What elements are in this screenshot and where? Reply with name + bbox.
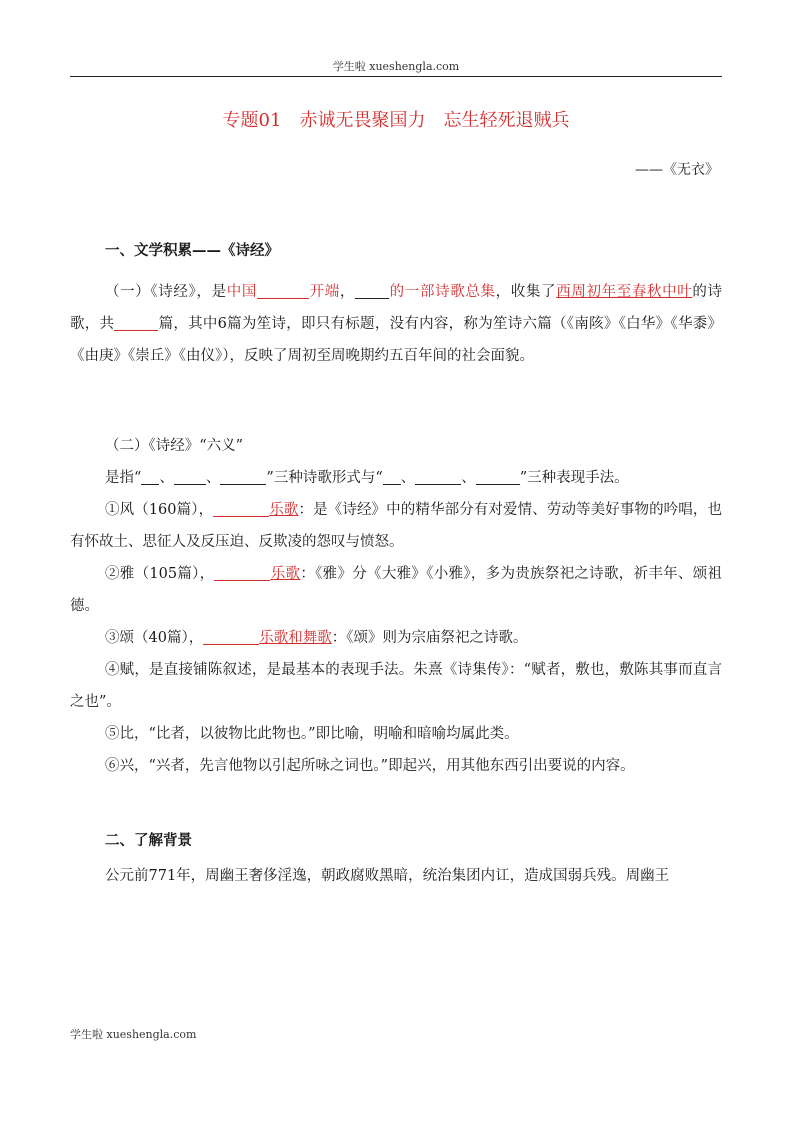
- paragraph-ya: [70, 558, 722, 622]
- text-run: 、: [400, 470, 416, 486]
- text-run: ，: [339, 284, 356, 300]
- text-run: ③颂（40篇），: [105, 630, 204, 646]
- text-run: ：《颂》则为宗庙祭祀之诗歌。: [331, 630, 528, 646]
- text-run: 、: [461, 470, 476, 486]
- answer-red-underlined: 乐歌: [270, 566, 301, 582]
- text-run: ：《雅》分《大雅》《小雅》，多为贵族祭祀之诗歌，祈丰年、颂祖德。: [70, 566, 723, 614]
- answer-red: 中国: [226, 284, 257, 300]
- document-subtitle: ——《无衣》: [635, 162, 719, 178]
- paragraph-fu: ④赋，是直接铺陈叙述，是最基本的表现手法。朱熹《诗集传》：“赋者，敷也，敷陈其事而直言之也”。: [70, 662, 722, 710]
- paragraph-bi: ⑤比，“比者，以彼物比此物也。”即比喻，明喻和暗喻均属此类。: [105, 726, 519, 742]
- fill-blank[interactable]: [141, 470, 159, 486]
- text-run: ”三种诗歌形式与“: [266, 470, 383, 486]
- text-run: ：是《诗经》中的精华部分有对爱情、劳动等美好事物的吟唱，也有怀故土、思征人及反压迫、反欺凌的怨叹与愤怒。: [70, 502, 723, 550]
- document-body: [70, 238, 722, 892]
- page-footer: 学生啦 xueshengla.com: [70, 1028, 197, 1041]
- fill-blank[interactable]: [355, 284, 389, 300]
- paragraph-feng: [70, 494, 722, 558]
- fill-blank[interactable]: [220, 470, 266, 486]
- text-run: ”三种表现手法。: [519, 470, 629, 486]
- header-rule: [70, 76, 722, 77]
- fill-blank[interactable]: [203, 630, 259, 646]
- page-header: 学生啦 xueshengla.com: [332, 60, 460, 73]
- text-run: ②雅（105篇），: [105, 566, 215, 582]
- spacer: [70, 782, 722, 828]
- answer-red: 的一部诗歌总集: [389, 284, 496, 300]
- section-heading-background: 二、了解背景: [105, 833, 192, 849]
- answer-red-underlined: 乐歌和舞歌: [259, 630, 332, 646]
- fill-blank[interactable]: [415, 470, 461, 486]
- fill-blank[interactable]: [476, 470, 520, 486]
- text-run: 是指“: [105, 470, 142, 486]
- fill-blank[interactable]: [214, 566, 270, 582]
- fill-blank[interactable]: [174, 470, 206, 486]
- text-run: 的诗歌，共: [70, 284, 723, 332]
- paragraph-shijing-intro: [70, 276, 722, 372]
- fill-blank[interactable]: [114, 316, 158, 332]
- section-heading-literature: 一、文学积累——《诗经》: [105, 243, 279, 259]
- fill-blank[interactable]: [257, 284, 309, 300]
- answer-red-underlined: 西周初年至春秋中叶: [556, 284, 693, 300]
- fill-blank[interactable]: [213, 502, 269, 518]
- paragraph-six-meanings-def: [70, 462, 722, 494]
- text-run: ，收集了: [495, 284, 557, 300]
- answer-red: 开端: [309, 284, 340, 300]
- paragraph-song: [70, 622, 722, 654]
- spacer: [70, 372, 722, 430]
- text-run: 、: [205, 470, 221, 486]
- paragraph-background: 公元前771年，周幽王奢侈淫逸，朝政腐败黑暗，统治集团内讧，造成国弱兵残。周幽王: [105, 868, 670, 884]
- paragraph-six-meanings: （二）《诗经》“六义”: [105, 438, 244, 454]
- text-run: ①风（160篇），: [105, 502, 214, 518]
- text-run: 、: [159, 470, 174, 486]
- document-title: 专题01 赤诚无畏聚国力 忘生轻死退贼兵: [222, 110, 570, 131]
- fill-blank[interactable]: [383, 470, 401, 486]
- answer-red-underlined: 乐歌: [269, 502, 299, 518]
- text-run: （一）《诗经》，是: [105, 284, 227, 300]
- text-run: 篇，其中6篇为笙诗，即只有标题，没有内容，称为笙诗六篇（《南陔》《白华》《华黍》《由庚》《崇丘》《由仪》），反映了周初至周晚期约五百年间的社会面貌。: [70, 316, 722, 364]
- paragraph-xing: ⑥兴，“兴者，先言他物以引起所咏之词也。”即起兴，用其他东西引出要说的内容。: [105, 758, 635, 774]
